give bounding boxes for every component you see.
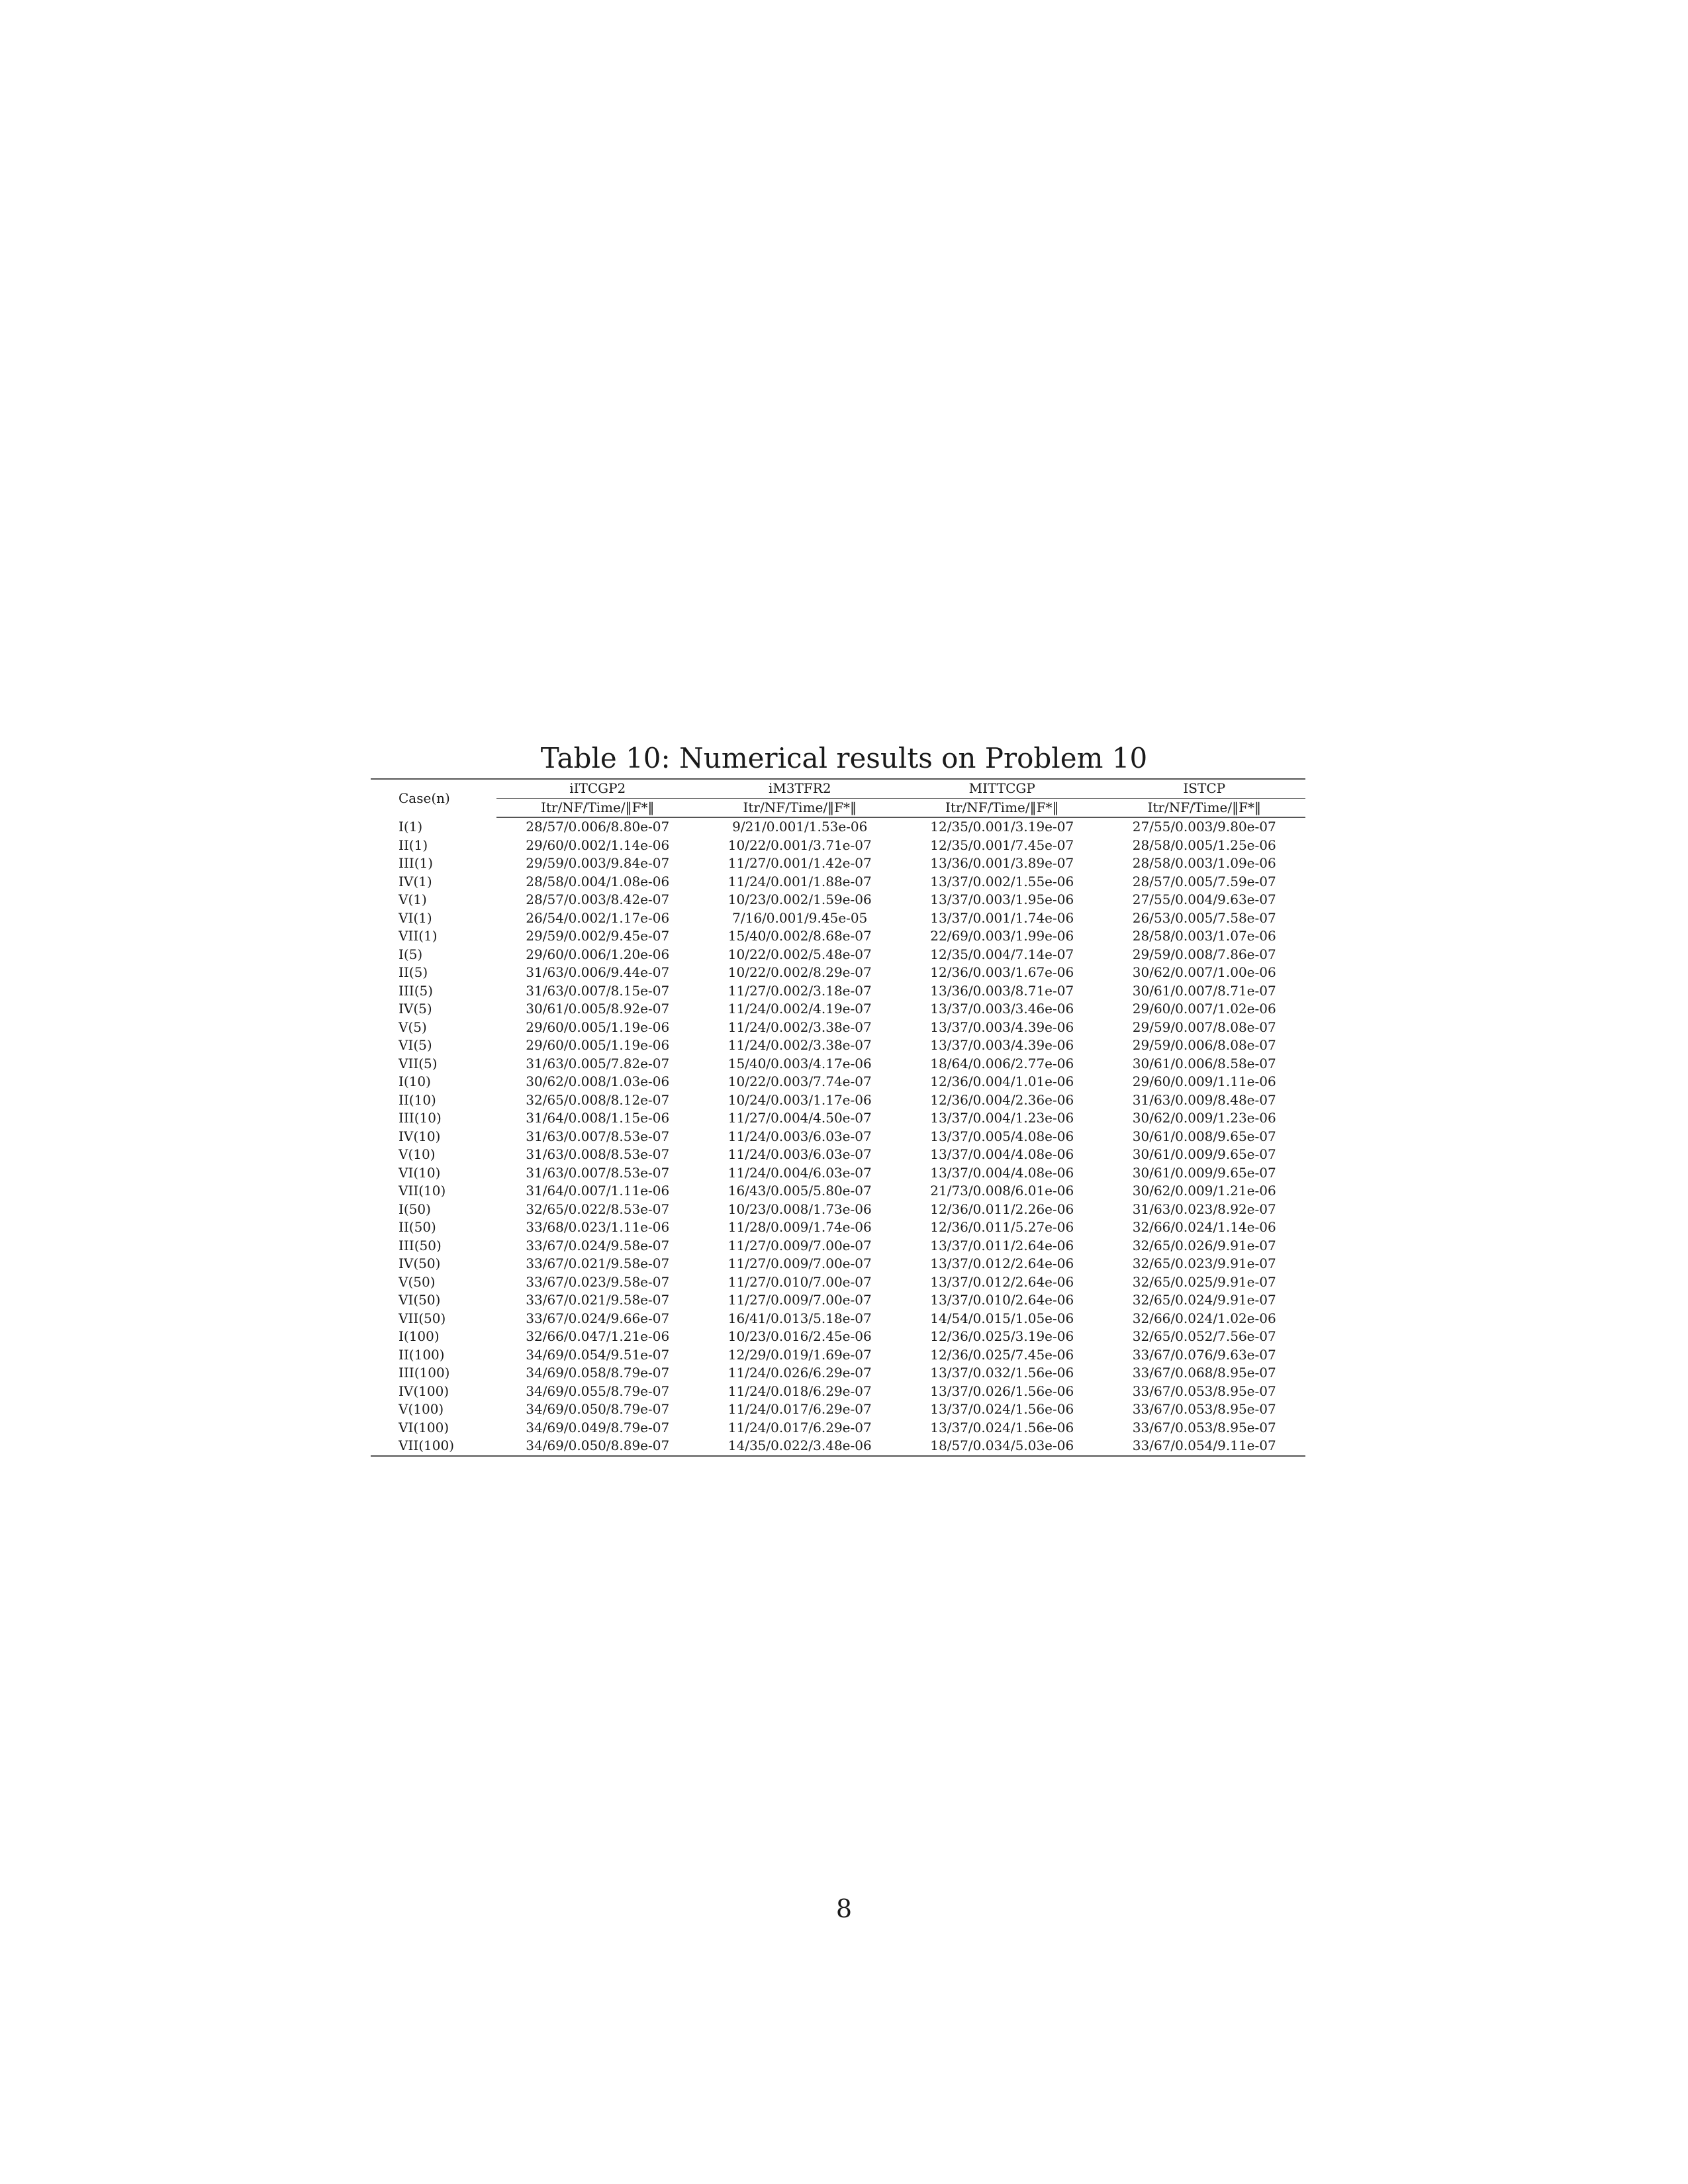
table-row — [371, 837, 1305, 855]
table-row — [371, 927, 1305, 946]
result-cell: 14/35/0.022/3.48e-06 — [699, 1437, 902, 1456]
case-cell: III(50) — [399, 1237, 442, 1253]
case-cell: IV(100) — [399, 1383, 449, 1399]
table-row — [371, 1310, 1305, 1328]
table-row — [371, 1419, 1305, 1437]
result-cell: 22/69/0.003/1.99e-06 — [930, 928, 1074, 944]
result-cell: 21/73/0.008/6.01e-06 — [930, 1183, 1074, 1199]
result-cell: 11/24/0.018/6.29e-07 — [727, 1383, 872, 1399]
case-cell: II(10) — [399, 1091, 436, 1108]
result-cell: 28/58/0.005/1.25e-06 — [1132, 837, 1276, 853]
case-cell: II(1) — [399, 837, 428, 853]
result-cell: 11/27/0.004/4.50e-07 — [727, 1110, 872, 1126]
table-row — [371, 1182, 1305, 1201]
result-cell: 11/24/0.002/4.19e-07 — [727, 1001, 872, 1017]
result-cell: 11/24/0.002/3.38e-07 — [727, 1037, 872, 1053]
result-cell: 32/65/0.025/9.91e-07 — [1132, 1273, 1276, 1290]
result-cell: 29/60/0.005/1.19e-06 — [526, 1019, 670, 1035]
result-cell: 29/59/0.002/9.45e-07 — [526, 928, 670, 944]
result-cell: 11/24/0.002/3.38e-07 — [727, 1019, 872, 1035]
result-cell: 16/43/0.005/5.80e-07 — [727, 1183, 872, 1199]
table-row — [371, 1000, 1305, 1019]
result-cell: 11/24/0.017/6.29e-07 — [727, 1419, 872, 1435]
result-cell: 13/37/0.032/1.56e-06 — [930, 1365, 1074, 1381]
result-cell: 15/40/0.003/4.17e-06 — [727, 1055, 872, 1071]
result-cell: 12/36/0.004/1.01e-06 — [930, 1073, 1074, 1089]
result-cell: 13/37/0.011/2.64e-06 — [930, 1237, 1074, 1253]
result-cell: 34/69/0.058/8.79e-07 — [526, 1365, 670, 1381]
result-cell: 34/69/0.050/8.79e-07 — [526, 1401, 670, 1417]
table-row — [371, 1019, 1305, 1037]
metric-header: Itr/NF/Time/‖F*‖ — [699, 798, 902, 817]
result-cell: 32/66/0.024/1.14e-06 — [1132, 1219, 1276, 1235]
table-row — [371, 1218, 1305, 1237]
case-cell: VII(100) — [371, 1437, 496, 1456]
table-row — [371, 982, 1305, 1001]
case-cell: VI(100) — [399, 1419, 449, 1435]
result-cell: 11/24/0.017/6.29e-07 — [727, 1401, 872, 1417]
result-cell: 31/63/0.009/8.48e-07 — [1132, 1091, 1276, 1108]
result-cell: 30/62/0.008/1.03e-06 — [526, 1073, 670, 1089]
table-row — [371, 1437, 1305, 1456]
result-cell: 12/36/0.011/5.27e-06 — [930, 1219, 1074, 1235]
result-cell: 11/27/0.010/7.00e-07 — [727, 1273, 872, 1290]
table-row — [371, 1164, 1305, 1183]
result-cell: 34/69/0.049/8.79e-07 — [526, 1419, 670, 1435]
table-row — [371, 1036, 1305, 1055]
result-cell: 32/66/0.024/1.02e-06 — [1132, 1310, 1276, 1326]
table-row — [371, 1328, 1305, 1346]
result-cell: 13/36/0.003/8.71e-07 — [930, 982, 1074, 999]
result-cell: 34/69/0.055/8.79e-07 — [526, 1383, 670, 1399]
case-cell: VI(1) — [399, 909, 432, 926]
result-cell: 32/65/0.024/9.91e-07 — [1132, 1292, 1276, 1308]
case-cell: II(50) — [399, 1219, 436, 1235]
case-cell: V(10) — [399, 1146, 436, 1162]
case-cell: V(50) — [399, 1273, 436, 1290]
case-cell: II(100) — [399, 1346, 445, 1363]
result-cell: 9/21/0.001/1.53e-06 — [732, 819, 868, 835]
table-caption: Table 10: Numerical results on Problem 10 — [540, 742, 1148, 774]
table-row — [371, 1383, 1305, 1401]
result-cell: 13/37/0.002/1.55e-06 — [930, 873, 1074, 889]
result-cell: 13/37/0.024/1.56e-06 — [930, 1401, 1074, 1417]
result-cell: 32/65/0.022/8.53e-07 — [526, 1201, 670, 1217]
result-cell: 13/37/0.026/1.56e-06 — [930, 1383, 1074, 1399]
result-cell: 11/27/0.009/7.00e-07 — [727, 1292, 872, 1308]
table-row — [371, 817, 1305, 837]
case-cell: VII(10) — [399, 1183, 446, 1199]
result-cell: 30/61/0.009/9.65e-07 — [1132, 1146, 1276, 1162]
result-cell: 33/67/0.053/8.95e-07 — [1132, 1419, 1276, 1435]
result-cell: 12/36/0.025/3.19e-06 — [930, 1328, 1074, 1344]
case-cell: I(50) — [399, 1201, 431, 1217]
method-header: MITTCGP — [901, 779, 1103, 798]
results-table — [371, 778, 1305, 1457]
table-row — [371, 891, 1305, 909]
result-cell: 10/22/0.001/3.71e-07 — [727, 837, 872, 853]
result-cell: 13/37/0.005/4.08e-06 — [930, 1128, 1074, 1144]
result-cell: 13/37/0.003/1.95e-06 — [930, 891, 1074, 907]
result-cell: 10/24/0.003/1.17e-06 — [727, 1091, 872, 1108]
case-cell: I(1) — [399, 818, 423, 835]
result-cell: 28/57/0.006/8.80e-07 — [526, 819, 670, 835]
result-cell: 32/65/0.026/9.91e-07 — [1132, 1237, 1276, 1253]
case-cell: III(100) — [399, 1365, 450, 1381]
result-cell: 10/23/0.016/2.45e-06 — [727, 1328, 872, 1344]
result-cell: 27/55/0.003/9.80e-07 — [1132, 819, 1276, 835]
table-row — [371, 1201, 1305, 1219]
case-cell: I(10) — [399, 1073, 431, 1089]
result-cell: 30/61/0.008/9.65e-07 — [1132, 1128, 1276, 1144]
table-row — [371, 1237, 1305, 1255]
result-cell: 29/59/0.003/9.84e-07 — [526, 855, 670, 871]
result-cell: 7/16/0.001/9.45e-05 — [732, 909, 868, 926]
result-cell: 33/67/0.053/8.95e-07 — [1132, 1383, 1276, 1399]
result-cell: 12/35/0.001/3.19e-07 — [930, 819, 1074, 835]
result-cell: 10/22/0.002/8.29e-07 — [727, 964, 872, 980]
result-cell: 30/62/0.009/1.21e-06 — [1132, 1183, 1276, 1199]
result-cell: 30/62/0.007/1.00e-06 — [1132, 964, 1276, 980]
method-header: iITCGP2 — [496, 779, 699, 798]
result-cell: 30/61/0.005/8.92e-07 — [526, 1001, 670, 1017]
result-cell: 13/37/0.012/2.64e-06 — [930, 1273, 1074, 1290]
result-cell: 28/58/0.003/1.09e-06 — [1132, 855, 1276, 871]
case-cell: VI(5) — [399, 1037, 432, 1053]
table-row — [371, 1400, 1305, 1419]
result-cell: 13/37/0.004/4.08e-06 — [930, 1146, 1074, 1162]
result-cell: 33/67/0.076/9.63e-07 — [1132, 1346, 1276, 1363]
result-cell: 11/27/0.009/7.00e-07 — [727, 1237, 872, 1253]
result-cell: 13/37/0.001/1.74e-06 — [930, 909, 1074, 926]
case-cell: III(5) — [399, 982, 434, 999]
table-row — [371, 1091, 1305, 1110]
page-number: 8 — [835, 1894, 853, 1923]
result-cell: 29/60/0.006/1.20e-06 — [526, 946, 670, 962]
result-cell: 13/37/0.004/1.23e-06 — [930, 1110, 1074, 1126]
result-cell: 27/55/0.004/9.63e-07 — [1132, 891, 1276, 907]
result-cell: 32/66/0.047/1.21e-06 — [526, 1328, 670, 1344]
table-row — [371, 1109, 1305, 1128]
result-cell: 12/36/0.003/1.67e-06 — [930, 964, 1074, 980]
result-cell: 29/60/0.005/1.19e-06 — [526, 1037, 670, 1053]
result-cell: 12/35/0.004/7.14e-07 — [930, 946, 1074, 962]
result-cell: 29/59/0.007/8.08e-07 — [1132, 1019, 1276, 1035]
table-row — [371, 1128, 1305, 1146]
case-cell: IV(50) — [399, 1255, 441, 1271]
result-cell: 13/37/0.012/2.64e-06 — [930, 1255, 1074, 1271]
result-cell: 12/36/0.011/2.26e-06 — [930, 1201, 1074, 1217]
case-cell: VI(50) — [399, 1292, 441, 1308]
table-body — [371, 817, 1305, 1456]
result-cell: 18/64/0.006/2.77e-06 — [930, 1055, 1074, 1071]
case-cell: I(5) — [399, 946, 423, 962]
result-cell: 31/63/0.005/7.82e-07 — [526, 1055, 670, 1071]
result-cell: 12/36/0.025/7.45e-06 — [930, 1346, 1074, 1363]
table-row — [371, 854, 1305, 873]
result-cell: 10/22/0.002/5.48e-07 — [727, 946, 872, 962]
result-cell: 13/37/0.010/2.64e-06 — [930, 1292, 1074, 1308]
result-cell: 33/67/0.024/9.66e-07 — [526, 1310, 670, 1326]
case-cell: VII(1) — [399, 928, 438, 944]
result-cell: 28/57/0.005/7.59e-07 — [1132, 873, 1276, 889]
result-cell: 10/23/0.008/1.73e-06 — [727, 1201, 872, 1217]
result-cell: 11/24/0.004/6.03e-07 — [727, 1164, 872, 1181]
metric-header: Itr/NF/Time/‖F*‖ — [1103, 798, 1306, 817]
result-cell: 11/27/0.002/3.18e-07 — [727, 982, 872, 999]
result-cell: 13/37/0.004/4.08e-06 — [930, 1164, 1074, 1181]
table-row — [371, 1255, 1305, 1273]
result-cell: 15/40/0.002/8.68e-07 — [727, 928, 872, 944]
table-row — [371, 909, 1305, 928]
result-cell: 32/65/0.023/9.91e-07 — [1132, 1255, 1276, 1271]
result-cell: 28/58/0.003/1.07e-06 — [1132, 928, 1276, 944]
result-cell: 30/62/0.009/1.23e-06 — [1132, 1110, 1276, 1126]
result-cell: 18/57/0.034/5.03e-06 — [901, 1437, 1103, 1456]
result-cell: 33/67/0.023/9.58e-07 — [526, 1273, 670, 1290]
result-cell: 11/27/0.001/1.42e-07 — [727, 855, 872, 871]
result-cell: 12/36/0.004/2.36e-06 — [930, 1091, 1074, 1108]
result-cell: 26/54/0.002/1.17e-06 — [526, 909, 670, 926]
result-cell: 29/60/0.009/1.11e-06 — [1132, 1073, 1276, 1089]
case-cell: VII(50) — [399, 1310, 446, 1326]
result-cell: 11/24/0.001/1.88e-07 — [727, 873, 872, 889]
case-cell: VI(10) — [399, 1164, 441, 1181]
result-cell: 29/60/0.007/1.02e-06 — [1132, 1001, 1276, 1017]
case-cell: III(10) — [399, 1110, 442, 1126]
case-cell: I(100) — [399, 1328, 440, 1344]
table-row — [371, 873, 1305, 891]
table-row — [371, 964, 1305, 982]
case-column-header: Case(n) — [371, 779, 496, 817]
header-row-methods — [371, 779, 1305, 798]
result-cell: 32/65/0.008/8.12e-07 — [526, 1091, 670, 1108]
case-cell: IV(5) — [399, 1001, 432, 1017]
table-row — [371, 946, 1305, 964]
result-cell: 33/67/0.053/8.95e-07 — [1132, 1401, 1276, 1417]
case-cell: V(1) — [399, 891, 427, 907]
results-table-container — [371, 778, 1305, 1457]
table-row — [371, 1073, 1305, 1091]
result-cell: 29/59/0.008/7.86e-07 — [1132, 946, 1276, 962]
metric-header: Itr/NF/Time/‖F*‖ — [901, 798, 1103, 817]
result-cell: 30/61/0.009/9.65e-07 — [1132, 1164, 1276, 1181]
result-cell: 13/37/0.003/3.46e-06 — [930, 1001, 1074, 1017]
table-row — [371, 1273, 1305, 1292]
result-cell: 13/36/0.001/3.89e-07 — [930, 855, 1074, 871]
table-row — [371, 1346, 1305, 1365]
result-cell: 11/27/0.009/7.00e-07 — [727, 1255, 872, 1271]
result-cell: 26/53/0.005/7.58e-07 — [1132, 909, 1276, 926]
result-cell: 13/37/0.024/1.56e-06 — [930, 1419, 1074, 1435]
result-cell: 33/67/0.024/9.58e-07 — [526, 1237, 670, 1253]
result-cell: 10/23/0.002/1.59e-06 — [727, 891, 872, 907]
result-cell: 34/69/0.054/9.51e-07 — [526, 1346, 670, 1363]
result-cell: 28/58/0.004/1.08e-06 — [526, 873, 670, 889]
case-cell: V(100) — [399, 1401, 444, 1417]
result-cell: 31/63/0.007/8.15e-07 — [526, 982, 670, 999]
result-cell: 30/61/0.007/8.71e-07 — [1132, 982, 1276, 999]
result-cell: 30/61/0.006/8.58e-07 — [1132, 1055, 1276, 1071]
result-cell: 33/67/0.068/8.95e-07 — [1132, 1365, 1276, 1381]
result-cell: 32/65/0.052/7.56e-07 — [1132, 1328, 1276, 1344]
result-cell: 11/24/0.003/6.03e-07 — [727, 1146, 872, 1162]
case-cell: III(1) — [399, 855, 434, 871]
case-cell: IV(1) — [399, 873, 432, 889]
result-cell: 31/63/0.008/8.53e-07 — [526, 1146, 670, 1162]
result-cell: 10/22/0.003/7.74e-07 — [727, 1073, 872, 1089]
case-cell: VII(5) — [399, 1055, 438, 1071]
result-cell: 31/64/0.007/1.11e-06 — [526, 1183, 670, 1199]
result-cell: 16/41/0.013/5.18e-07 — [727, 1310, 872, 1326]
result-cell: 33/68/0.023/1.11e-06 — [526, 1219, 670, 1235]
method-header: ISTCP — [1103, 779, 1306, 798]
header-row-metrics — [371, 798, 1305, 817]
result-cell: 12/35/0.001/7.45e-07 — [930, 837, 1074, 853]
case-cell: II(5) — [399, 964, 428, 980]
table-header — [371, 779, 1305, 817]
result-cell: 13/37/0.003/4.39e-06 — [930, 1037, 1074, 1053]
result-cell: 33/67/0.021/9.58e-07 — [526, 1255, 670, 1271]
table-row — [371, 1291, 1305, 1310]
result-cell: 31/63/0.006/9.44e-07 — [526, 964, 670, 980]
result-cell: 33/67/0.021/9.58e-07 — [526, 1292, 670, 1308]
result-cell: 28/57/0.003/8.42e-07 — [526, 891, 670, 907]
table-row — [371, 1146, 1305, 1164]
table-row — [371, 1055, 1305, 1073]
table-row — [371, 1364, 1305, 1383]
result-cell: 33/67/0.054/9.11e-07 — [1103, 1437, 1306, 1456]
result-cell: 11/28/0.009/1.74e-06 — [727, 1219, 872, 1235]
result-cell: 31/63/0.007/8.53e-07 — [526, 1128, 670, 1144]
result-cell: 34/69/0.050/8.89e-07 — [496, 1437, 699, 1456]
result-cell: 31/63/0.023/8.92e-07 — [1132, 1201, 1276, 1217]
result-cell: 29/60/0.002/1.14e-06 — [526, 837, 670, 853]
result-cell: 31/63/0.007/8.53e-07 — [526, 1164, 670, 1181]
case-cell: V(5) — [399, 1019, 427, 1035]
result-cell: 14/54/0.015/1.05e-06 — [930, 1310, 1074, 1326]
metric-header: Itr/NF/Time/‖F*‖ — [496, 798, 699, 817]
result-cell: 29/59/0.006/8.08e-07 — [1132, 1037, 1276, 1053]
method-header: iM3TFR2 — [699, 779, 902, 798]
result-cell: 13/37/0.003/4.39e-06 — [930, 1019, 1074, 1035]
case-cell: IV(10) — [399, 1128, 441, 1144]
result-cell: 11/24/0.003/6.03e-07 — [727, 1128, 872, 1144]
result-cell: 31/64/0.008/1.15e-06 — [526, 1110, 670, 1126]
result-cell: 11/24/0.026/6.29e-07 — [727, 1365, 872, 1381]
result-cell: 12/29/0.019/1.69e-07 — [727, 1346, 872, 1363]
